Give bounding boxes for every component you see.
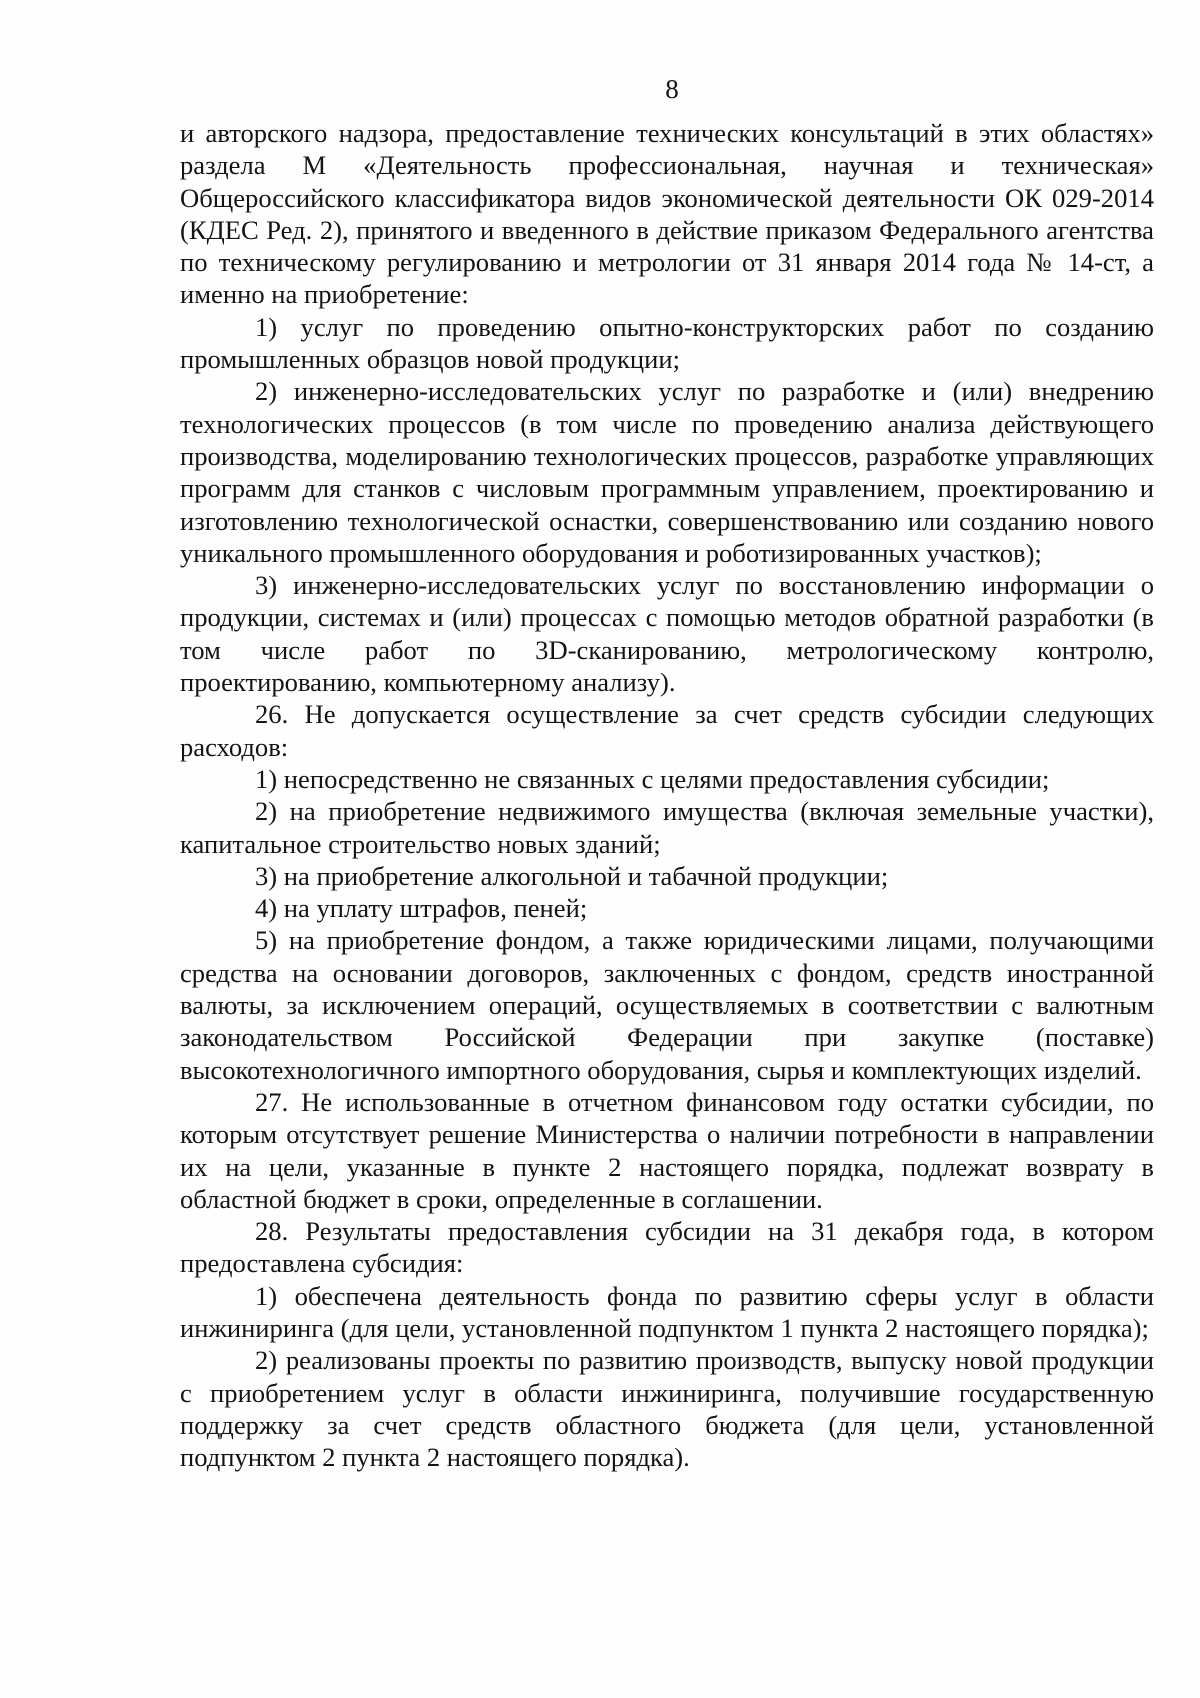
paragraph: 1) обеспечена деятельность фонда по развитию сферы услуг в области инжиниринга (для цели, установленной подпунктом 1 пункта 2 настоящего порядка); [180,1280,1154,1343]
paragraph: 3) инженерно-исследовательских услуг по восстановлению информации о продукции, системах и (или) процессах с помощью методов обратной разработки (в том числе работ по 3D-сканированию, метрологическому контролю, проектированию, компьютерному анализу). [180,570,1154,698]
paragraph: 2) реализованы проекты по развитию производств, выпуску новой продукции с приобретением услуг в области инжиниринга, получившие государственную поддержку за счет средств областного бюджета (для цели, установленной подпунктом 2 пункта 2 настоящего порядка). [180,1345,1154,1473]
document-body [180,117,1154,1473]
paragraph: 3) на приобретение алкогольной и табачной продукции; [255,860,889,891]
paragraph: 27. Не использованные в отчетном финансовом году остатки субсидии, по которым отсутствует решение Министерства о наличии потребности в направлении их на цели, указанные в пункте 2 настоящего порядка, подлежат возврату в областной бюджет в сроки, определенные в соглашении. [180,1086,1154,1214]
paragraph: 26. Не допускается осуществление за счет средств субсидии следующих расходов: [180,699,1154,762]
paragraph: 2) на приобретение недвижимого имущества (включая земельные участки), капитальное строительство новых зданий; [180,796,1154,859]
paragraph: и авторского надзора, предоставление технических консультаций в этих областях» раздела М «Деятельность профессиональная, научная и техническая» Общероссийского классификатора видов экономической деятельности ОК 029-2014 (КДЕС Ред. 2), принятого и введенного в действие приказом Федерального агентства по техническому регулированию и метрологии от 31 января 2014 года № 14-ст, а именно на приобретение: [180,118,1154,310]
paragraph: 28. Результаты предоставления субсидии на 31 декабря года, в котором предоставлена субсидия: [180,1216,1154,1279]
paragraph: 5) на приобретение фондом, а также юридическими лицами, получающими средства на основании договоров, заключенных с фондом, средств иностранной валюты, за исключением операций, осуществляемых в соответствии с валютным законодательством Российской Федерации при закупке (поставке) высокотехнологичного импортного оборудования, сырья и комплектующих изделий. [180,925,1154,1085]
paragraph: 1) услуг по проведению опытно-конструкторских работ по созданию промышленных образцов новой продукции; [180,311,1154,375]
paragraph: 4) на уплату штрафов, пеней; [255,893,588,924]
paragraph: 1) непосредственно не связанных с целями предоставления субсидии; [255,763,1050,794]
page-number: 8 [665,74,679,104]
paragraph: 2) инженерно-исследовательских услуг по разработке и (или) внедрению технологических процессов (в том числе по проведению анализа действующего производства, моделированию технологических процессов, разработке управляющих программ для станков с числовым программным управлением, проектированию и изготовлению технологической оснастки, совершенствованию или созданию нового уникального промышленного оборудования и роботизированных участков); [180,376,1154,568]
